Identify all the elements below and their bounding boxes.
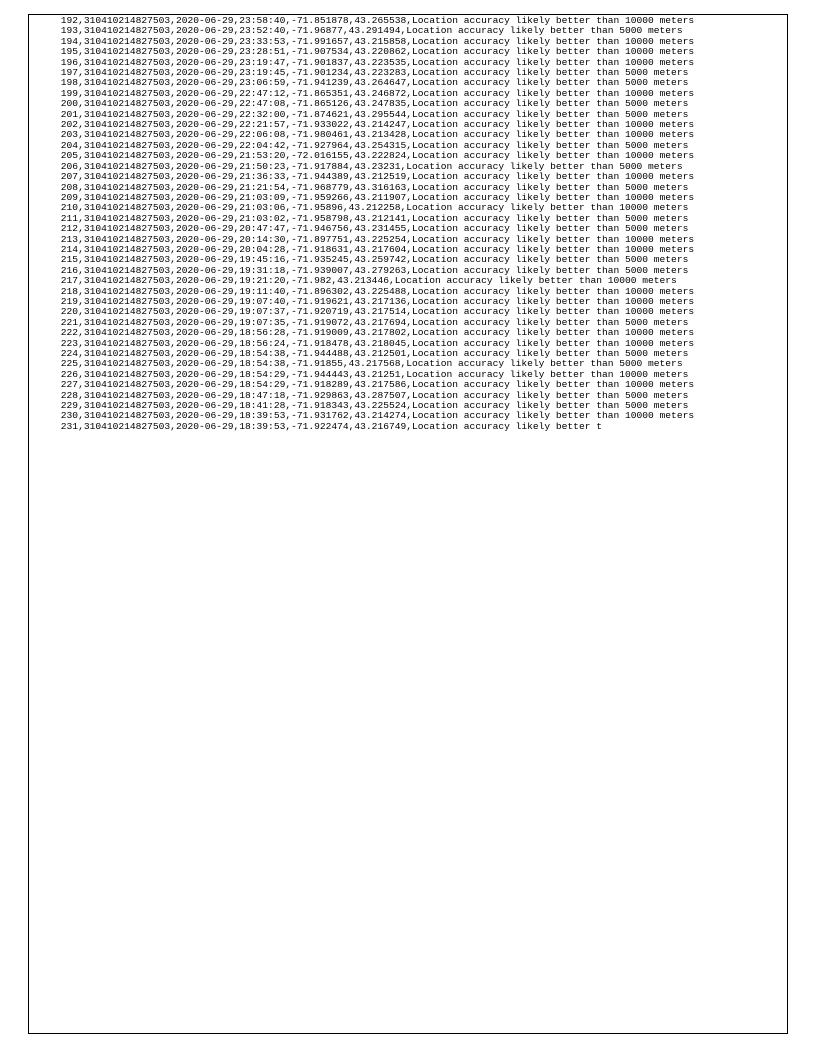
location-record: 224,310410214827503,2020-06-29,18:54:38,-71.944488,43.212501,Location accuracy likely better than 5000 meters — [32, 348, 689, 359]
location-record: 229,310410214827503,2020-06-29,18:41:28,-71.918343,43.225524,Location accuracy likely better than 5000 meters — [32, 400, 689, 412]
location-record: 213,310410214827503,2020-06-29,20:14:30,-71.897751,43.225254,Location accuracy likely better than 10000 meters — [32, 233, 695, 245]
location-record: 212,310410214827503,2020-06-29,20:47:47,-71.946756,43.231455,Location accuracy likely better than 5000 meters — [32, 223, 689, 235]
location-record: 198,310410214827503,2020-06-29,23:06:59,-71.941239,43.264647,Location accuracy likely better than 5000 meters — [32, 77, 689, 89]
location-record: 205,310410214827503,2020-06-29,21:53:20,-72.016155,43.222824,Location accuracy likely better than 10000 meters — [32, 150, 695, 162]
location-record: 199,310410214827503,2020-06-29,22:47:12,-71.865351,43.246872,Location accuracy likely better than 10000 meters — [32, 87, 695, 99]
location-record: 220,310410214827503,2020-06-29,19:07:37,-71.920719,43.217514,Location accuracy likely better than 10000 meters — [32, 306, 695, 318]
location-record: 216,310410214827503,2020-06-29,19:31:18,-71.939007,43.279263,Location accuracy likely better than 5000 meters — [32, 264, 689, 276]
location-record: 221,310410214827503,2020-06-29,19:07:35,-71.919072,43.217694,Location accuracy likely better than 5000 meters — [32, 316, 689, 328]
location-record: 225,310410214827503,2020-06-29,18:54:38,-71.91855,43.217568,Location accuracy likely better than 5000 meters — [32, 358, 683, 370]
location-record: 194,310410214827503,2020-06-29,23:33:53,-71.991657,43.215858,Location accuracy likely better than 10000 meters — [32, 35, 695, 47]
location-record: 200,310410214827503,2020-06-29,22:47:08,-71.865126,43.247835,Location accuracy likely better than 5000 meters — [32, 98, 689, 110]
location-record: 210,310410214827503,2020-06-29,21:03:06,-71.95896,43.212258,Location accuracy likely better than 10000 meters — [32, 202, 689, 214]
listing-frame — [28, 14, 788, 1034]
location-record: 196,310410214827503,2020-06-29,23:19:47,-71.901837,43.223535,Location accuracy likely better than 10000 meters — [32, 56, 695, 68]
location-record: 204,310410214827503,2020-06-29,22:04:42,-71.927964,43.254315,Location accuracy likely better than 5000 meters — [32, 139, 689, 151]
location-record: 217,310410214827503,2020-06-29,19:21:20,-71.982,43.213446,Location accuracy likely better than 10000 meters — [32, 275, 677, 287]
location-record: 206,310410214827503,2020-06-29,21:50:23,-71.917884,43.23231,Location accuracy likely better than 5000 meters — [32, 160, 683, 172]
location-record: 209,310410214827503,2020-06-29,21:03:09,-71.959266,43.211907,Location accuracy likely better than 10000 meters — [32, 191, 695, 203]
location-record: 231,310410214827503,2020-06-29,18:39:53,-71.922474,43.216749,Location accuracy likely better t — [32, 420, 602, 432]
location-record: 203,310410214827503,2020-06-29,22:06:08,-71.980461,43.213428,Location accuracy likely better than 10000 meters — [32, 129, 695, 141]
location-record: 201,310410214827503,2020-06-29,22:32:00,-71.874621,43.295544,Location accuracy likely better than 5000 meters — [32, 108, 689, 120]
location-record: 192,310410214827503,2020-06-29,23:58:40,-71.851878,43.265538,Location accuracy likely better than 10000 meters — [32, 15, 695, 26]
location-record: 218,310410214827503,2020-06-29,19:11:40,-71.896302,43.225488,Location accuracy likely better than 10000 meters — [32, 285, 695, 297]
location-record: 222,310410214827503,2020-06-29,18:56:28,-71.919009,43.217802,Location accuracy likely better than 10000 meters — [32, 327, 695, 339]
location-record: 226,310410214827503,2020-06-29,18:54:29,-71.944443,43.21251,Location accuracy likely better than 10000 meters — [32, 368, 689, 380]
location-record: 197,310410214827503,2020-06-29,23:19:45,-71.901234,43.223283,Location accuracy likely better than 5000 meters — [32, 67, 689, 79]
location-record: 211,310410214827503,2020-06-29,21:03:02,-71.958798,43.212141,Location accuracy likely better than 5000 meters — [32, 212, 689, 224]
location-record: 223,310410214827503,2020-06-29,18:56:24,-71.918478,43.218045,Location accuracy likely better than 10000 meters — [32, 337, 695, 349]
location-record: 228,310410214827503,2020-06-29,18:47:18,-71.929863,43.287507,Location accuracy likely better than 5000 meters — [32, 389, 689, 401]
location-record: 230,310410214827503,2020-06-29,18:39:53,-71.931762,43.214274,Location accuracy likely better than 10000 meters — [32, 410, 695, 422]
location-record: 208,310410214827503,2020-06-29,21:21:54,-71.968779,43.316163,Location accuracy likely better than 5000 meters — [32, 181, 689, 193]
location-record: 193,310410214827503,2020-06-29,23:52:40,-71.96877,43.291494,Location accuracy likely better than 5000 meters — [32, 25, 683, 37]
location-record: 202,310410214827503,2020-06-29,22:21:57,-71.933022,43.214247,Location accuracy likely better than 10000 meters — [32, 119, 695, 131]
location-record: 227,310410214827503,2020-06-29,18:54:29,-71.918289,43.217586,Location accuracy likely better than 10000 meters — [32, 379, 695, 391]
location-record: 215,310410214827503,2020-06-29,19:45:16,-71.935245,43.259742,Location accuracy likely better than 5000 meters — [32, 254, 689, 266]
location-records-listing — [32, 16, 784, 432]
location-record: 214,310410214827503,2020-06-29,20:04:28,-71.918631,43.217604,Location accuracy likely better than 10000 meters — [32, 243, 695, 255]
location-record: 219,310410214827503,2020-06-29,19:07:40,-71.919621,43.217136,Location accuracy likely better than 10000 meters — [32, 295, 695, 307]
location-record: 195,310410214827503,2020-06-29,23:28:51,-71.907534,43.220862,Location accuracy likely better than 10000 meters — [32, 46, 695, 58]
location-record: 207,310410214827503,2020-06-29,21:36:33,-71.944389,43.212519,Location accuracy likely better than 10000 meters — [32, 171, 695, 183]
